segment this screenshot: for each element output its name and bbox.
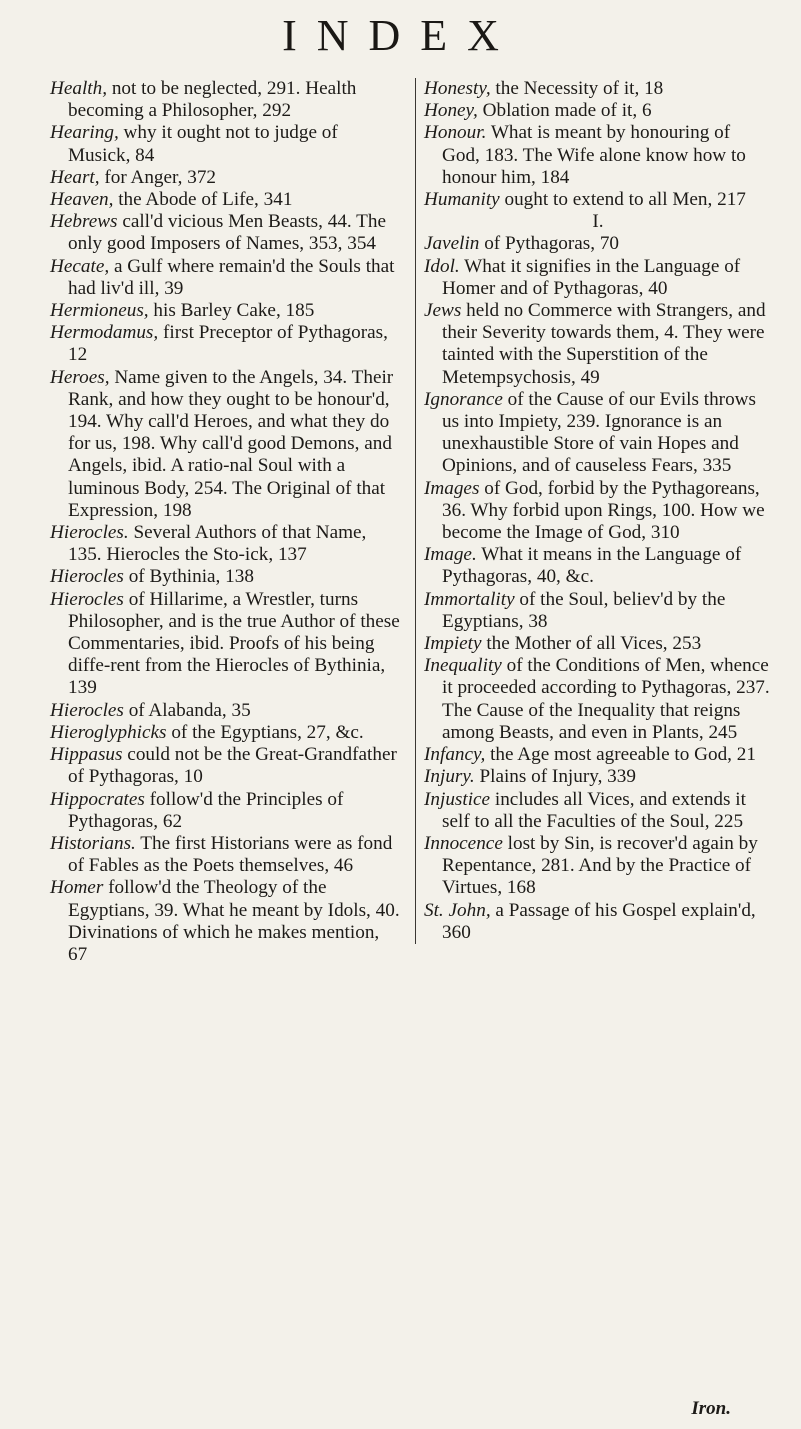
index-entry <box>424 100 772 122</box>
index-entry-head: Hecate, <box>50 255 110 277</box>
index-entry-head: Image. <box>424 544 477 566</box>
index-entry <box>424 655 772 744</box>
index-entry-head: Images <box>424 477 480 499</box>
index-entry <box>50 877 402 966</box>
index-entry-head: Hippasus <box>50 744 123 766</box>
index-entry-text: of the Egyptians, 27, &c. <box>166 721 364 743</box>
index-entry-text: follow'd the Principles of Pythagoras, 62 <box>68 788 344 832</box>
index-entry <box>424 833 772 900</box>
index-entry-text: of Pythagoras, 70 <box>479 233 620 255</box>
index-entry <box>50 722 402 744</box>
index-entry <box>424 233 772 255</box>
index-entry <box>50 789 402 833</box>
index-entry <box>424 478 772 545</box>
index-entry-head: Hearing, <box>50 122 119 144</box>
index-entry-text: Oblation made of it, 6 <box>477 100 652 122</box>
index-entry-text: call'd vicious Men Beasts, 44. The only good Imposers of Names, 353, 354 <box>68 211 386 255</box>
index-entry <box>424 189 772 211</box>
index-entry <box>50 522 402 566</box>
index-entry <box>50 322 402 366</box>
index-entry-text: Plains of Injury, 339 <box>474 766 636 788</box>
index-entry <box>50 122 402 166</box>
index-entry <box>424 789 772 833</box>
index-entry-text: The first Historians were as fond of Fables as the Poets themselves, 46 <box>68 832 393 877</box>
catchword: Iron. <box>691 1398 731 1419</box>
index-entry-text: a Passage of his Gospel explain'd, 360 <box>442 899 756 943</box>
index-entry-text: of Hillarime, a Wrestler, turns Philosopher, and is the true Author of these Commentaries, ibid. Proofs of his being diffe-rent from the Hierocles of Bythinia, 139 <box>68 588 400 699</box>
index-entry-text: of the Soul, believ'd by the Egyptians, 38 <box>442 588 726 632</box>
index-entry-text: Several Authors of that Name, 135. Hierocles the Sto-ick, 137 <box>68 522 367 566</box>
right-column <box>415 78 772 944</box>
index-entry <box>424 744 772 766</box>
index-entry-text: could not be the Great-Grandfather of Pythagoras, 10 <box>68 744 397 788</box>
index-entry <box>50 78 402 122</box>
index-entry-text: his Barley Cake, 185 <box>148 300 315 322</box>
index-entry <box>50 589 402 700</box>
index-entry-head: Infancy, <box>424 744 486 766</box>
index-entry-text: What it signifies in the Language of Homer and of Pythagoras, 40 <box>442 255 741 299</box>
index-entry-head: Jews <box>424 300 462 322</box>
index-entry-head: Hierocles <box>50 566 124 588</box>
index-entry-text: of God, forbid by the Pythagoreans, 36. Why forbid upon Rings, 100. How we become the Image of God, 310 <box>442 477 765 544</box>
index-entry-text: first Preceptor of Pythagoras, 12 <box>68 322 388 366</box>
index-entry-text: of Bythinia, 138 <box>123 566 254 588</box>
index-entry-text: held no Commerce with Strangers, and their Severity towards them, 4. They were tainted with the Superstition of the Metempsychosis, 49 <box>442 300 766 388</box>
index-entry-text: Name given to the Angels, 34. Their Rank, and how they ought to be honour'd, 194. Why call'd Heroes, and what they do for us, 198. Why call'd good Demons, and Angels, ibid. A ratio-nal Soul with a luminous Body, 254. The Original of that Expression, 198 <box>68 366 394 521</box>
index-entry-head: Inequality <box>424 655 502 677</box>
index-entry-head: Injury. <box>424 766 475 788</box>
index-entry-head: Honour. <box>424 122 487 144</box>
index-entry <box>50 744 402 788</box>
index-entry-head: Homer <box>50 877 104 899</box>
index-entry-head: St. John, <box>424 899 491 921</box>
index-entry-head: Innocence <box>424 832 503 854</box>
index-entry <box>50 566 402 588</box>
index-entry <box>424 544 772 588</box>
index-entry <box>424 389 772 478</box>
index-entry <box>424 900 772 944</box>
index-entry-text: not to be neglected, 291. Health becoming a Philosopher, 292 <box>68 78 357 122</box>
index-entry <box>50 167 402 189</box>
page-header: INDEX <box>282 11 519 60</box>
index-entry-head: Immortality <box>424 588 515 610</box>
index-entry-head: Hippocrates <box>50 788 145 810</box>
index-entry-text: of Alabanda, 35 <box>123 699 251 721</box>
index-entry-head: Humanity <box>424 189 500 211</box>
index-entry <box>424 78 772 100</box>
index-entry-head: Health, <box>50 78 108 99</box>
index-entry-text: follow'd the Theology of the Egyptians, 39. What he meant by Idols, 40. Divinations of which he makes mention, 67 <box>68 877 400 965</box>
index-entry-text: What is meant by honouring of God, 183. The Wife alone know how to honour him, 184 <box>442 122 746 188</box>
index-entry-text: lost by Sin, is recover'd again by Repentance, 281. And by the Practice of Virtues, 168 <box>442 832 758 899</box>
index-entry-head: Impiety <box>424 633 482 655</box>
index-entry-text: of the Cause of our Evils throws us into Impiety, 239. Ignorance is an unexhaustible Store of vain Hopes and Opinions, and of causeless Fears, 335 <box>442 388 756 477</box>
index-entry <box>424 589 772 633</box>
index-entry <box>424 122 772 189</box>
index-entry-head: Hebrews <box>50 211 118 233</box>
index-entry-text: of the Conditions of Men, whence it proceeded according to Pythagoras, 237. The Cause of the Inequality that reigns among Beasts, and even in Plants, 245 <box>442 655 770 743</box>
index-entry-head: Honey, <box>424 100 478 122</box>
index-entry-text: for Anger, 372 <box>99 166 217 188</box>
index-entry-head: Ignorance <box>424 388 503 410</box>
index-entry <box>50 256 402 300</box>
index-entry-text: why it ought not to judge of Musick, 84 <box>68 122 338 166</box>
index-entry-head: Idol. <box>424 255 460 277</box>
index-entry <box>50 367 402 522</box>
index-entry <box>50 189 402 211</box>
index-entry-head: Hierocles <box>50 588 124 610</box>
index-entry-text: the Mother of all Vices, 253 <box>481 633 702 655</box>
index-entry <box>50 700 402 722</box>
index-entry-head: Historians. <box>50 832 136 854</box>
index-entry-head: Hieroglyphicks <box>50 721 167 743</box>
left-column <box>50 78 402 966</box>
index-entry-head: Hermodamus, <box>50 322 159 344</box>
index-entry-head: Injustice <box>424 788 491 810</box>
index-entry-head: Hierocles <box>50 699 124 721</box>
index-entry-head: Heroes, <box>50 366 110 388</box>
index-entry-text: includes all Vices, and extends it self to all the Faculties of the Soul, 225 <box>442 788 746 832</box>
index-entry-head: Javelin <box>424 233 480 255</box>
index-entry-head: Honesty, <box>424 78 491 99</box>
index-entry-text: the Age most agreeable to God, 21 <box>485 744 756 766</box>
index-entry <box>424 633 772 655</box>
index-entry-text: the Abode of Life, 341 <box>113 189 293 211</box>
index-entry <box>50 300 402 322</box>
index-letter-heading: I. <box>592 211 604 233</box>
index-entry <box>50 833 402 877</box>
index-entry-text: ought to extend to all Men, 217 <box>499 189 746 211</box>
index-entry <box>424 766 772 788</box>
index-entry <box>424 300 772 389</box>
index-entry-text: a Gulf where remain'd the Souls that had liv'd ill, 39 <box>68 255 395 299</box>
index-entry-head: Hermioneus, <box>50 300 149 322</box>
index-entry-text: the Necessity of it, 18 <box>490 78 664 99</box>
index-entry-head: Heart, <box>50 166 100 188</box>
index-entry <box>424 256 772 300</box>
index-entry-head: Heaven, <box>50 189 114 211</box>
index-entry-text: What it means in the Language of Pythagoras, 40, &c. <box>442 544 742 588</box>
index-entry-head: Hierocles. <box>50 522 129 544</box>
index-entry <box>50 211 402 255</box>
